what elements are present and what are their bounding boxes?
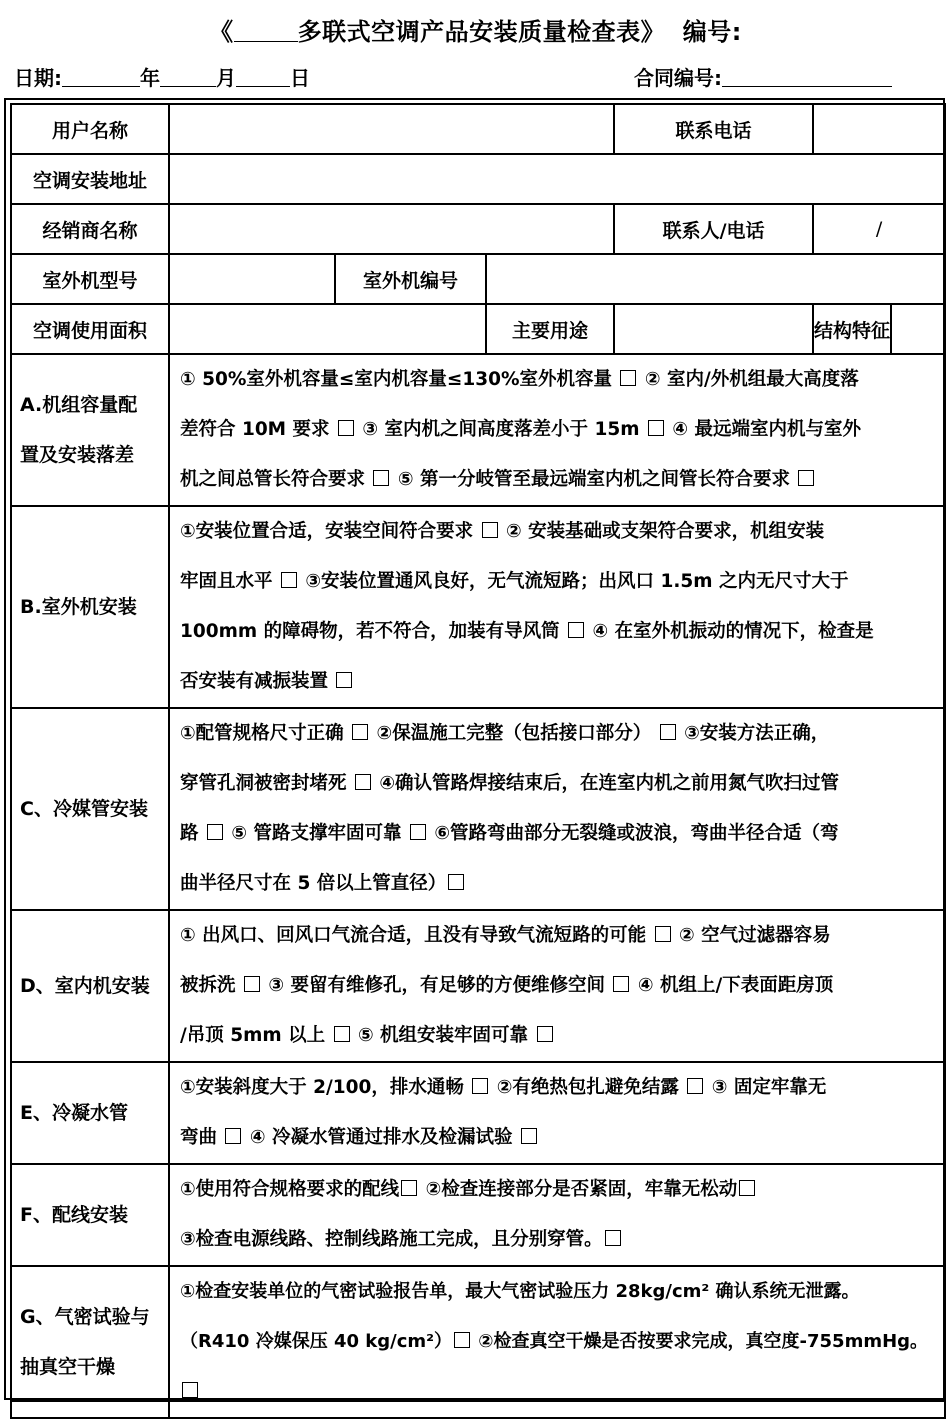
contact-value[interactable]: /	[813, 204, 945, 254]
g-item-2: ②检查真空干燥是否按要求完成，真空度-755mmHg。	[472, 1331, 929, 1352]
c-item-5: ⑤ 管路支撑牢固可靠	[224, 823, 408, 844]
e-checkbox-4[interactable]	[521, 1128, 537, 1144]
d-item-1: ① 出风口、回风口气流合适，且没有导致气流短路的可能	[180, 925, 653, 946]
d-checkbox-5[interactable]	[537, 1026, 553, 1042]
row-dealer	[11, 204, 945, 254]
c-item-4b: 路	[180, 823, 205, 844]
section-c-items	[169, 708, 945, 910]
d-item-5: ⑤ 机组安装牢固可靠	[351, 1025, 535, 1046]
year-label: 年	[140, 66, 160, 90]
e-item-1: ①安装斜度大于 2/100，排水通畅	[180, 1077, 471, 1098]
g-item-1b: （R410 冷媒保压 40 kg/cm²）	[180, 1331, 453, 1352]
f-checkbox-2[interactable]	[739, 1180, 755, 1196]
e-checkbox-2[interactable]	[687, 1078, 703, 1094]
d-checkbox-2[interactable]	[244, 976, 260, 992]
section-e-label: E、冷凝水管	[11, 1062, 169, 1164]
d-checkbox-1[interactable]	[655, 926, 671, 942]
section-a	[11, 354, 945, 506]
g-item-1: ①检查安装单位的气密试验报告单，最大气密试验压力 28kg/cm² 确认系统无泄露。	[180, 1281, 860, 1302]
a-item-1: ① 50%室外机容量≤室内机容量≤130%室外机容量	[180, 369, 619, 390]
b-item-3b: 100mm 的障碍物，若不符合，加装有导风筒	[180, 621, 567, 642]
section-g-label	[11, 1266, 169, 1418]
g-checkbox-2[interactable]	[182, 1382, 198, 1398]
c-item-6b: 曲半径尺寸在 5 倍以上管直径）	[180, 873, 447, 894]
d-item-4b: /吊顶 5mm 以上	[180, 1025, 332, 1046]
c-item-4: ④确认管路焊接结束后，在连室内机之前用氮气吹扫过管	[372, 773, 840, 794]
day-field[interactable]	[236, 64, 290, 87]
b-item-2: ② 安装基础或支架符合要求，机组安装	[499, 521, 825, 542]
section-f-label: F、配线安装	[11, 1164, 169, 1266]
user-name-label: 用户名称	[11, 104, 169, 154]
b-item-1: ①安装位置合适，安装空间符合要求	[180, 521, 480, 542]
b-item-4: ④ 在室外机振动的情况下，检查是	[586, 621, 874, 642]
section-b-items	[169, 506, 945, 708]
address-value[interactable]	[169, 154, 945, 204]
c-checkbox-2[interactable]	[660, 724, 676, 740]
b-checkbox-2[interactable]	[281, 572, 297, 588]
section-g-items	[169, 1266, 945, 1418]
section-g-label-line2: 抽真空干燥	[20, 1356, 116, 1378]
contact-label: 联系人/电话	[614, 204, 813, 254]
d-checkbox-4[interactable]	[334, 1026, 350, 1042]
outdoor-model-label: 室外机型号	[11, 254, 169, 304]
section-b-label: B.室外机安装	[11, 506, 169, 708]
c-item-1: ①配管规格尺寸正确	[180, 723, 351, 744]
section-a-label-line1: A.机组容量配	[20, 394, 138, 416]
a-checkbox-4[interactable]	[373, 470, 389, 486]
title-text: 多联式空调产品安装质量检查表》	[297, 18, 666, 46]
a-item-5: ⑤ 第一分岐管至最远端室内机之间管长符合要求	[391, 469, 797, 490]
user-name-value[interactable]	[169, 104, 614, 154]
row-area	[11, 304, 945, 354]
a-checkbox-3[interactable]	[648, 420, 664, 436]
contract-field[interactable]	[722, 64, 892, 87]
d-item-4: ④ 机组上/下表面距房顶	[631, 975, 834, 996]
f-item-3: ③检查电源线路、控制线路施工完成，且分别穿管。	[180, 1229, 603, 1250]
d-checkbox-3[interactable]	[613, 976, 629, 992]
usage-value[interactable]	[614, 304, 813, 354]
e-item-3: ③ 固定牢靠无	[705, 1077, 827, 1098]
c-item-6: ⑥管路弯曲部分无裂缝或波浪，弯曲半径合适（弯	[427, 823, 839, 844]
a-item-2b: 差符合 10M 要求	[180, 419, 336, 440]
a-item-2: ② 室内/外机组最大高度落	[638, 369, 859, 390]
b-checkbox-3[interactable]	[568, 622, 584, 638]
c-checkbox-5[interactable]	[410, 824, 426, 840]
e-checkbox-1[interactable]	[472, 1078, 488, 1094]
b-checkbox-1[interactable]	[482, 522, 498, 538]
contract-label: 合同编号:	[634, 66, 722, 90]
c-checkbox-1[interactable]	[352, 724, 368, 740]
section-c	[11, 708, 945, 910]
a-item-4b: 机之间总管长符合要求	[180, 469, 372, 490]
section-b	[11, 506, 945, 708]
c-checkbox-3[interactable]	[355, 774, 371, 790]
outdoor-model-value[interactable]	[169, 254, 335, 304]
e-item-2: ②有绝热包扎避免结露	[490, 1077, 686, 1098]
area-value[interactable]	[169, 304, 486, 354]
a-checkbox-5[interactable]	[798, 470, 814, 486]
d-item-3: ③ 要留有维修孔，有足够的方便维修空间	[261, 975, 612, 996]
row-address	[11, 154, 945, 204]
row-user	[11, 104, 945, 154]
structure-value[interactable]	[891, 304, 945, 354]
address-label: 空调安装地址	[11, 154, 169, 204]
f-item-2: ②检查连接部分是否紧固，牢靠无松动	[419, 1179, 738, 1200]
bottom-border	[10, 1399, 944, 1402]
section-d-items	[169, 910, 945, 1062]
section-g	[11, 1266, 945, 1418]
b-item-3: ③安装位置通风良好，无气流短路；出风口 1.5m 之内无尺寸大于	[298, 571, 849, 592]
title-open-bracket: 《	[209, 18, 234, 46]
c-checkbox-4[interactable]	[207, 824, 223, 840]
c-item-2: ②保温施工完整（包括接口部分）	[370, 723, 658, 744]
section-g-label-line1: G、气密试验与	[20, 1306, 150, 1328]
dealer-value[interactable]	[169, 204, 614, 254]
g-checkbox-1[interactable]	[454, 1332, 470, 1348]
month-label: 月	[216, 66, 236, 90]
inspection-table	[10, 103, 946, 1419]
c-checkbox-6[interactable]	[448, 874, 464, 890]
year-field[interactable]	[62, 64, 140, 87]
section-a-items	[169, 354, 945, 506]
section-e-items	[169, 1062, 945, 1164]
usage-label: 主要用途	[486, 304, 614, 354]
page-title	[0, 12, 951, 47]
contract-row	[634, 62, 892, 91]
a-item-3: ③ 室内机之间高度落差小于 15m	[355, 419, 646, 440]
a-checkbox-1[interactable]	[620, 370, 636, 386]
day-label: 日	[290, 66, 310, 90]
e-item-3b: 弯曲	[180, 1127, 224, 1148]
section-f	[11, 1164, 945, 1266]
title-blank[interactable]	[234, 19, 298, 42]
section-d	[11, 910, 945, 1062]
outdoor-no-value[interactable]	[486, 254, 945, 304]
b-item-2b: 牢固且水平	[180, 571, 279, 592]
e-checkbox-3[interactable]	[225, 1128, 241, 1144]
phone-value[interactable]	[813, 104, 945, 154]
section-e	[11, 1062, 945, 1164]
structure-label: 结构特征	[813, 304, 891, 354]
month-field[interactable]	[160, 64, 216, 87]
d-item-2: ② 空气过滤器容易	[672, 925, 831, 946]
section-c-label: C、冷媒管安装	[11, 708, 169, 910]
f-item-1: ①使用符合规格要求的配线	[180, 1179, 400, 1200]
section-f-items	[169, 1164, 945, 1266]
date-label: 日期:	[14, 66, 62, 90]
row-outdoor	[11, 254, 945, 304]
f-checkbox-3[interactable]	[605, 1230, 621, 1246]
c-item-3b: 穿管孔洞被密封堵死	[180, 773, 353, 794]
phone-label: 联系电话	[614, 104, 813, 154]
section-a-label-line2: 置及安装落差	[20, 444, 135, 466]
dealer-label: 经销商名称	[11, 204, 169, 254]
serial-number-label: 编号:	[682, 18, 742, 46]
b-checkbox-4[interactable]	[336, 672, 352, 688]
area-label: 空调使用面积	[11, 304, 169, 354]
f-checkbox-1[interactable]	[401, 1180, 417, 1196]
d-item-2b: 被拆洗	[180, 975, 242, 996]
a-checkbox-2[interactable]	[338, 420, 354, 436]
date-row	[14, 62, 310, 91]
e-item-4: ④ 冷凝水管通过排水及检漏试验	[243, 1127, 519, 1148]
b-item-4b: 否安装有减振装置	[180, 671, 335, 692]
outdoor-no-label: 室外机编号	[335, 254, 486, 304]
a-item-4: ④ 最远端室内机与室外	[665, 419, 861, 440]
c-item-3: ③安装方法正确，	[677, 723, 830, 744]
section-d-label: D、室内机安装	[11, 910, 169, 1062]
section-a-label	[11, 354, 169, 506]
